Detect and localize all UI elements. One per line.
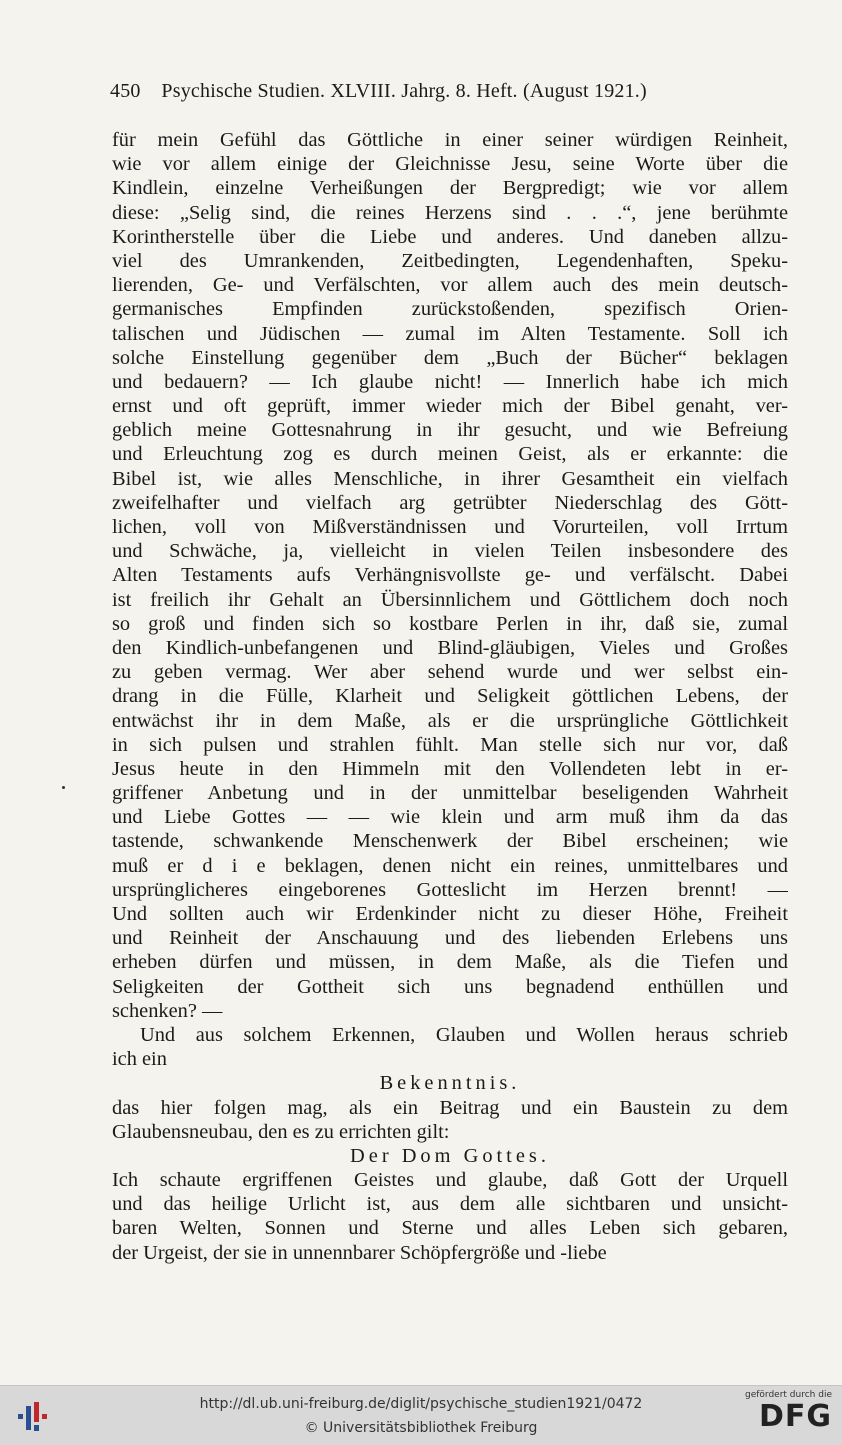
paragraph-4 bbox=[112, 1168, 788, 1265]
paragraph-3 bbox=[112, 1096, 788, 1144]
text-line: solche Einstellung gegenüber dem „Buch der Bücher“ beklagen bbox=[112, 346, 788, 369]
text-line: Jesus heute in den Himmeln mit den Vollendeten lebt in er- bbox=[112, 757, 788, 780]
text-line: zu geben vermag. Wer aber sehend wurde und wer selbst ein- bbox=[112, 661, 788, 684]
text-line: und Liebe Gottes — — wie klein und arm muß ihm da das bbox=[112, 806, 788, 829]
funding-note: gefördert durch die bbox=[745, 1390, 832, 1400]
heading-bekenntnis: Bekenntnis. bbox=[379, 1072, 521, 1095]
page-number: 450 bbox=[110, 80, 141, 102]
text-line: der Urgeist, der sie in unnennbarer Schöpfergröße und -liebe bbox=[112, 1241, 607, 1264]
text-line: talischen und Jüdischen — zumal im Alten Testamente. Soll ich bbox=[112, 322, 788, 345]
text-line: ich ein bbox=[112, 1048, 167, 1071]
running-title: Psychische Studien. XLVIII. Jahrg. 8. Heft. (August 1921.) bbox=[161, 80, 647, 102]
document-url[interactable]: http://dl.ub.uni-freiburg.de/diglit/psychische_studien1921/0472 bbox=[199, 1396, 643, 1412]
text-line: das hier folgen mag, als ein Beitrag und ein Baustein zu dem bbox=[112, 1096, 788, 1119]
text-line: baren Welten, Sonnen und Sterne und alles Leben sich gebaren, bbox=[112, 1217, 788, 1240]
text-line: Und sollten auch wir Erdenkinder nicht zu dieser Höhe, Freiheit bbox=[112, 903, 788, 925]
text-line: so groß und finden sich so kostbare Perlen in ihr, daß sie, zumal bbox=[112, 612, 788, 635]
text-line: diese: „Selig sind, die reines Herzens sind . . .“, jene berühmte bbox=[112, 201, 788, 224]
text-line: Korintherstelle über die Liebe und anderes. Und daneben allzu- bbox=[112, 225, 788, 248]
paragraph-2 bbox=[112, 1023, 788, 1071]
body-text bbox=[112, 128, 788, 1265]
text-line: ist freilich ihr Gehalt an Übersinnlichem und Göttlichem doch noch bbox=[112, 588, 788, 611]
text-line: drang in die Fülle, Klarheit und Seligkeit göttlichen Lebens, der bbox=[112, 685, 788, 708]
dfg-badge[interactable] bbox=[742, 1390, 832, 1442]
text-line: viel des Umrankenden, Zeitbedingten, Legendenhaften, Speku- bbox=[112, 249, 788, 272]
text-line: wie vor allem einige der Gleichnisse Jesu, seine Worte über die bbox=[112, 153, 788, 176]
text-line: und das heilige Urlicht ist, aus dem alle sichtbaren und unsicht- bbox=[112, 1193, 788, 1216]
text-line: ernst und oft geprüft, immer wieder mich der Bibel genaht, ver- bbox=[112, 395, 788, 418]
text-line: für mein Gefühl das Göttliche in einer seiner würdigen Reinheit, bbox=[112, 129, 788, 151]
paragraph-1 bbox=[112, 128, 788, 1023]
text-line: lierenden, Ge- und Verfälschten, vor allem auch des mein deutsch- bbox=[112, 274, 788, 297]
text-line: zweifelhafter und vielfach arg getrübter Niederschlag des Gött- bbox=[112, 491, 788, 514]
text-line: geblich meine Gottesnahrung in ihr gesucht, und wie Befreiung bbox=[112, 419, 788, 442]
text-line: Glaubensneubau, den es zu errichten gilt: bbox=[112, 1120, 450, 1143]
text-line: Seligkeiten der Gottheit sich uns begnadend enthüllen und bbox=[112, 975, 788, 998]
dfg-logo: DFG bbox=[758, 1399, 832, 1434]
text-line: entwächst ihr in dem Maße, als er die ursprüngliche Göttlichkeit bbox=[112, 709, 788, 732]
text-line: griffener Anbetung und in der unmittelbar beseligenden Wahrheit bbox=[112, 782, 788, 805]
text-line: und Erleuchtung zog es durch meinen Geist, als er erkannte: die bbox=[112, 443, 788, 466]
running-header bbox=[110, 80, 790, 103]
text-line: Kindlein, einzelne Verheißungen der Bergpredigt; wie vor allem bbox=[112, 177, 788, 200]
text-line: Bibel ist, wie alles Menschliche, in ihrer Gesamtheit ein vielfach bbox=[112, 467, 788, 490]
text-line: den Kindlich-unbefangenen und Blind-gläubigen, Vieles und Großes bbox=[112, 636, 788, 659]
text-line: schenken? — bbox=[112, 999, 223, 1022]
heading-dom-gottes: Der Dom Gottes. bbox=[350, 1144, 550, 1167]
text-line: und Schwäche, ja, vielleicht in vielen Teilen insbesondere des bbox=[112, 540, 788, 563]
text-line: und bedauern? — Ich glaube nicht! — Innerlich habe ich mich bbox=[112, 370, 788, 393]
scan-speck bbox=[62, 786, 65, 789]
text-line: Alten Testaments aufs Verhängnisvollste ge- und verfälscht. Dabei bbox=[112, 564, 788, 587]
text-line: ursprünglicheres eingeborenes Gotteslicht im Herzen brennt! — bbox=[112, 878, 788, 901]
text-line: tastende, schwankende Menschenwerk der Bibel erscheinen; wie bbox=[112, 830, 788, 853]
text-line: und Reinheit der Anschauung und des liebenden Erlebens uns bbox=[112, 927, 788, 950]
text-line: erheben dürfen und müssen, in dem Maße, als die Tiefen und bbox=[112, 951, 788, 974]
text-line: in sich pulsen und strahlen fühlt. Man stelle sich nur vor, daß bbox=[112, 733, 788, 756]
text-line: Und aus solchem Erkennen, Glauben und Wollen heraus schrieb bbox=[140, 1023, 788, 1046]
text-line: muß er d i e beklagen, denen nicht ein reines, unmittelbares und bbox=[112, 854, 788, 877]
text-line: germanisches Empfinden zurückstoßenden, spezifisch Orien- bbox=[112, 298, 788, 321]
viewer-footer bbox=[0, 1385, 842, 1445]
copyright-notice: © Universitätsbibliothek Freiburg bbox=[304, 1420, 538, 1436]
text-line: Ich schaute ergriffenen Geistes und glaube, daß Gott der Urquell bbox=[112, 1169, 788, 1192]
text-line: lichen, voll von Mißverständnissen und Vorurteilen, voll Irrtum bbox=[112, 516, 788, 538]
